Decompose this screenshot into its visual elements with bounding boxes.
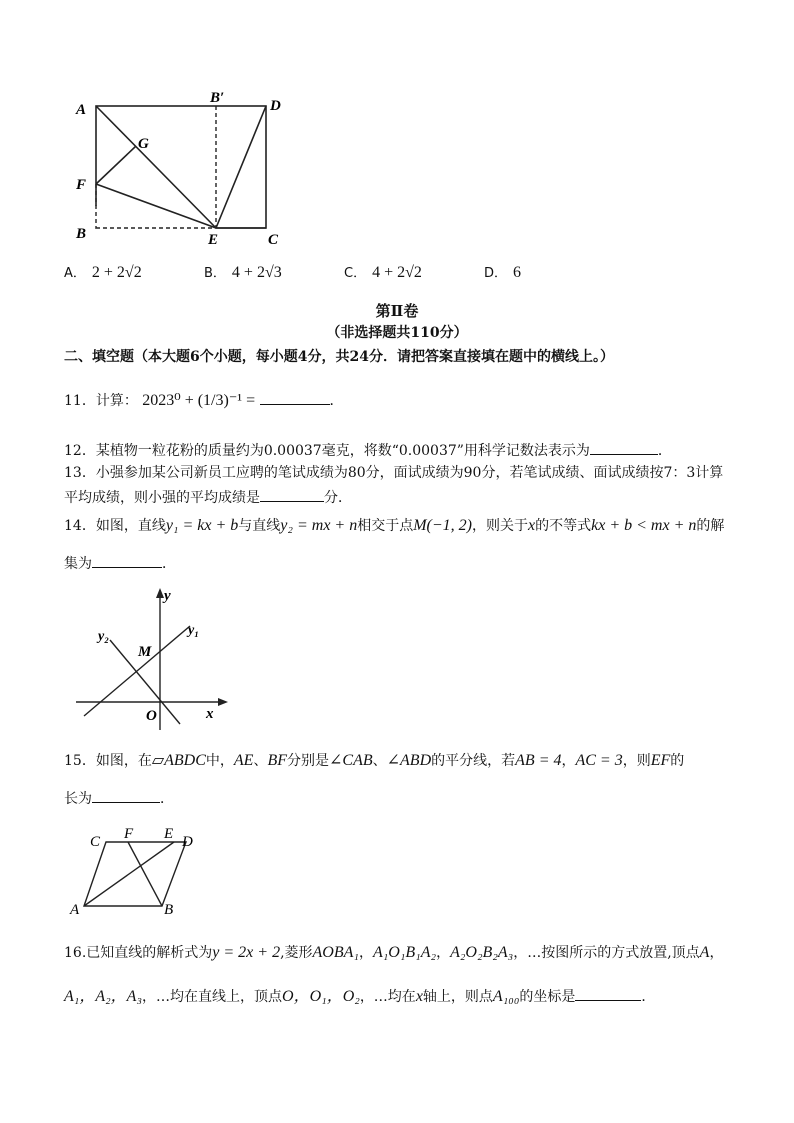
y-axis-arrow xyxy=(156,588,164,598)
q15-figure xyxy=(64,822,204,922)
answer-blank-12[interactable] xyxy=(590,440,658,455)
label-c: C xyxy=(268,232,279,248)
volume-title: 第Ⅱ卷 xyxy=(375,302,419,320)
label-b: B xyxy=(76,226,87,242)
x-axis-arrow xyxy=(218,698,228,706)
answer-blank-13[interactable] xyxy=(260,487,324,502)
answer-blank-16[interactable] xyxy=(575,986,641,1001)
choice-d: D． 6 xyxy=(484,264,522,281)
label-d: D xyxy=(270,98,281,114)
choice-row xyxy=(64,262,584,286)
label-x: x xyxy=(206,706,214,722)
q11-expression: 2023⁰ + (1/3)⁻¹ = xyxy=(142,392,256,409)
q10-figure xyxy=(70,90,290,250)
label-y: y xyxy=(164,588,171,604)
q14-figure xyxy=(72,584,232,734)
label-y1: y₁ xyxy=(188,623,200,638)
label-a: A xyxy=(76,102,87,118)
label-b: B xyxy=(164,902,174,918)
question-14-line1: 14．如图，直线y₁ = kx + b与直线y₂ = mx + n相交于点M(−1, 2)，则关于x的不等式kx + b < mx + n的解 xyxy=(64,517,725,534)
label-o: O xyxy=(146,708,157,724)
segment-fg xyxy=(96,146,136,184)
label-e: E xyxy=(208,232,219,248)
segment-bf xyxy=(128,842,162,906)
question-15-line1: 15．如图，在▱ABDC中，AE、BF分别是∠CAB、∠ABD的平分线，若AB = 4，AC = 3，则EF的 xyxy=(64,752,685,769)
choice-b: B． 4 + 2√3 xyxy=(204,264,282,281)
question-16-line1: 16.已知直线的解析式为y = 2x + 2,菱形AOBA₁，A₁O₁B₁A₂，A₂O₂B₂A₃，…按图所示的方式放置,顶点A， xyxy=(64,944,724,961)
section-heading: 二、填空题（本大题6个小题，每小题4分，共24分．请把答案直接填在题中的横线上。） xyxy=(64,349,614,365)
question-12: 12．某植物一粒花粉的质量约为0.00037毫克，将数“0.00037”用科学记数法表示为 ． xyxy=(64,440,672,460)
label-y2: y₂ xyxy=(98,629,110,644)
choice-a: A． 2 + 2√2 xyxy=(64,264,142,281)
choice-c: C． 4 + 2√2 xyxy=(344,264,422,281)
segment-ae xyxy=(84,842,174,906)
label-g: G xyxy=(138,136,149,152)
label-f: F xyxy=(124,826,134,842)
label-e: E xyxy=(164,826,174,842)
label-c: C xyxy=(90,834,101,850)
question-15-line2: 长为 ． xyxy=(64,788,174,808)
answer-blank-14[interactable] xyxy=(92,553,162,568)
answer-blank-11[interactable] xyxy=(260,390,330,405)
segment-de xyxy=(216,106,266,228)
label-d: D xyxy=(182,834,193,850)
question-16-line2: A₁，A₂，A₃，…均在直线上，顶点O，O₁，O₂，…均在x轴上，则点A₁₀₀的坐标是 ． xyxy=(64,988,656,1005)
question-14-line2: 集为 ． xyxy=(64,553,176,573)
label-f: F xyxy=(76,177,87,193)
question-13-line1: 13．小强参加某公司新员工应聘的笔试成绩为80分，面试成绩为90分，若笔试成绩、面试成绩按7：3计算 xyxy=(64,465,724,481)
answer-blank-15[interactable] xyxy=(92,788,160,803)
parallelogram xyxy=(84,842,186,906)
question-13-line2: 平均成绩，则小强的平均成绩是 分． xyxy=(64,487,352,507)
volume-subtitle: （非选择题共110分） xyxy=(326,325,468,341)
segment-fe xyxy=(96,184,216,228)
question-11: 11．计算： 2023⁰ + (1/3)⁻¹ = ． xyxy=(64,392,344,409)
label-b-prime: B′ xyxy=(210,90,225,106)
label-m: M xyxy=(138,644,152,660)
label-a: A xyxy=(70,902,80,918)
